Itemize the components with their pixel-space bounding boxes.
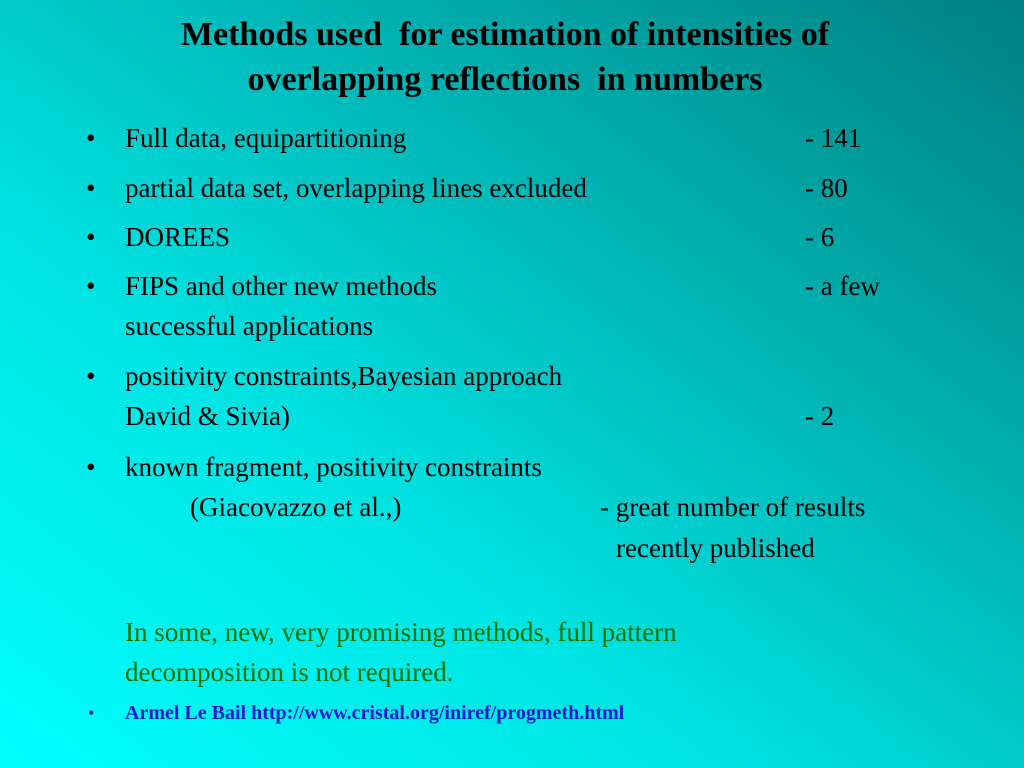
item-label: positivity constraints,Bayesian approach <box>125 361 563 391</box>
item-label: known fragment, positivity constraints <box>125 452 542 482</box>
item-value: - 141 <box>805 123 862 153</box>
item-citation: (Giacovazzo et al.,) <box>190 492 402 522</box>
bullet-icon: • <box>86 173 96 203</box>
title-line-2: overlapping reflections in numbers <box>247 61 763 98</box>
slide-title <box>0 12 1010 102</box>
item-value: - great number of results <box>600 492 866 522</box>
bullet-icon: • <box>88 703 95 723</box>
note-line-2: decomposition is not required. <box>125 657 454 687</box>
title-line-1: Methods used for estimation of intensities of <box>180 16 830 53</box>
bullet-icon: • <box>86 222 96 252</box>
item-label: partial data set, overlapping lines excluded <box>125 173 587 203</box>
item-value: - 2 <box>805 401 835 431</box>
reference-link[interactable]: Armel Le Bail http://www.cristal.org/iniref/progmeth.html <box>125 702 625 724</box>
bullet-icon: • <box>86 271 96 301</box>
note-text <box>125 612 677 692</box>
item-value: - 6 <box>805 222 835 252</box>
item-value: - a few <box>805 271 880 301</box>
bullet-icon: • <box>86 452 96 482</box>
item-label: FIPS and other new methods <box>125 271 437 301</box>
item-continuation: David & Sivia) <box>125 401 290 431</box>
item-continuation: successful applications <box>125 311 374 341</box>
note-line-1: In some, new, very promising methods, full pattern <box>125 617 677 647</box>
bullet-icon: • <box>86 361 96 391</box>
bullet-icon: • <box>86 123 96 153</box>
item-value: - 80 <box>805 173 848 203</box>
item-label: DOREES <box>125 222 231 252</box>
item-value-continuation: recently published <box>616 533 815 563</box>
item-label: Full data, equipartitioning <box>125 123 407 153</box>
